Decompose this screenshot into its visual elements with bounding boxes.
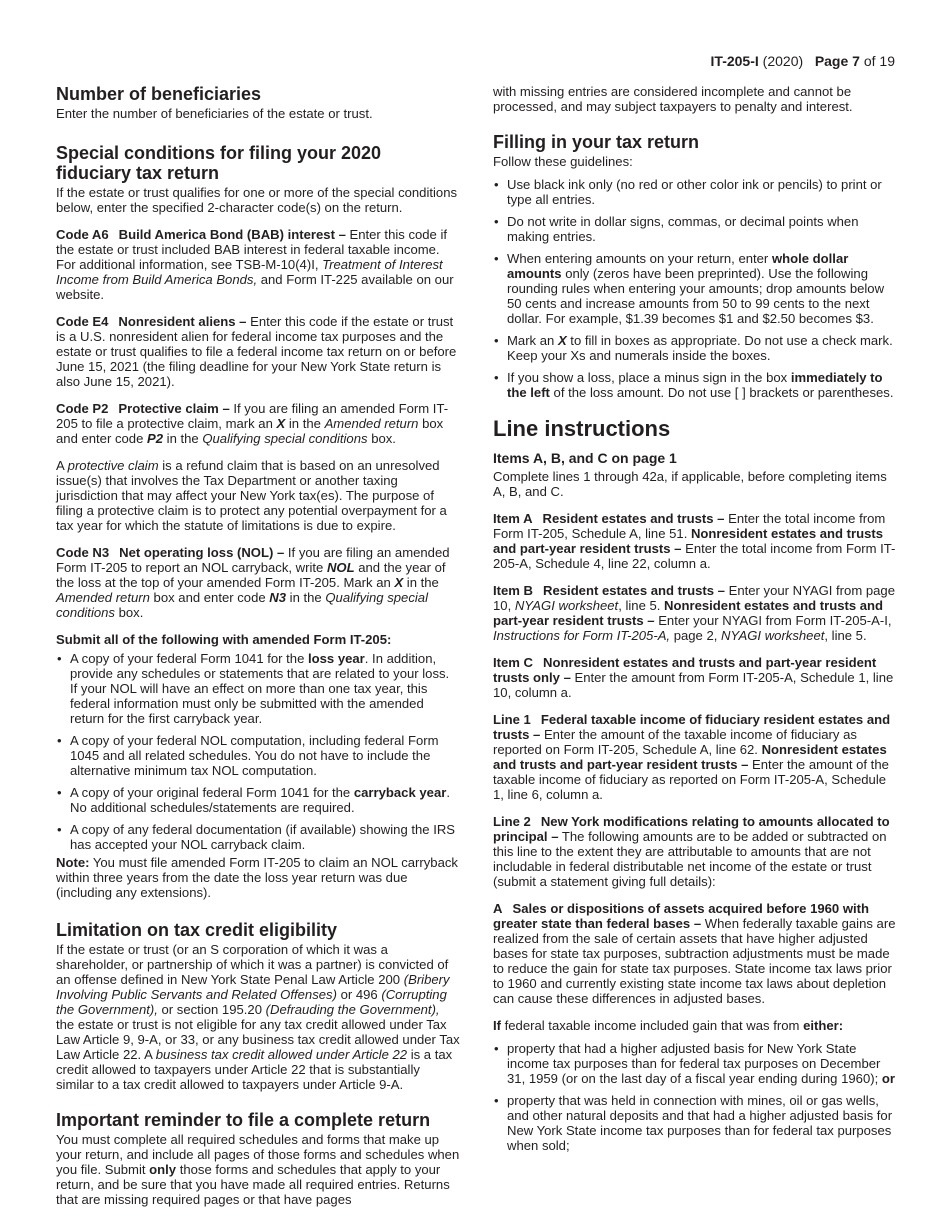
reminder-paragraph — [56, 1132, 460, 1207]
code-a6-text: Enter this code if the estate or trust included BAB interest in federal taxable income. For additional information, see TSB-M-10(4)I, — [56, 227, 448, 272]
note-label: Note: — [56, 855, 90, 870]
item-c-paragraph — [493, 655, 897, 700]
limitation-italic-4: business tax credit allowed under Article 22 — [155, 1047, 408, 1062]
limitation-italic-2: (Corrupting the Government), — [56, 987, 447, 1017]
line-instructions-heading: Line instructions — [493, 416, 671, 441]
if-either: either: — [803, 1018, 844, 1033]
line-a-label: A — [493, 901, 503, 916]
protective-text-2: is a refund claim that is based on an unresolved issue(s) that involves the Tax Department or another taxing jurisdiction that may affect your New York tax(es). The purpose of filing a protective claim is to protect any potential overpayment for a tax year for which the statute of limitations is due to expire. — [56, 458, 447, 533]
code-p2-x: X — [276, 416, 286, 431]
code-p2-text-5: box. — [367, 431, 396, 446]
item-a-text-2: Enter the total income from Form IT-205-A, Schedule 4, line 22, column a. — [493, 541, 896, 571]
limitation-paragraph — [56, 942, 460, 1092]
guidelines-list — [493, 177, 897, 400]
beneficiaries-text: Enter the number of beneficiaries of the estate or trust. — [56, 106, 373, 121]
limitation-italic-3: (Defrauding the Government), — [265, 1002, 440, 1017]
item-a-paragraph — [493, 511, 897, 571]
item-b-italic-1: NYAGI worksheet — [514, 598, 619, 613]
code-a6-label: Code A6 — [56, 227, 109, 242]
note-paragraph — [56, 855, 460, 900]
limitation-italic-1: (Bribery Involving Public Servants and Related Offenses) — [56, 972, 450, 1002]
list-item — [56, 651, 460, 726]
code-e4-label: Code E4 — [56, 314, 109, 329]
limitation-heading: Limitation on tax credit eligibility — [56, 920, 338, 940]
reminder-heading: Important reminder to file a complete return — [56, 1110, 431, 1130]
submit-list — [56, 651, 460, 852]
protective-text-1: A — [56, 458, 68, 473]
property-2-text: property that was held in connection with mines, oil or gas wells, and other natural deposits and that had a higher adjusted basis for New York State income tax purposes than for federal tax purposes when sold; — [507, 1093, 893, 1153]
guideline-5-text: If you show a loss, place a minus sign in the box — [507, 370, 791, 385]
bullet-1-text-2: . In addition, provide any schedules or statements that are related to your loss. If your NOL will have an effect on more than one tax year, this federal information must only be submitted with the amended return for the first carryback year. — [70, 651, 450, 726]
code-n3-text-5: in the — [286, 590, 326, 605]
items-heading: Items A, B, and C on page 1 — [493, 450, 677, 466]
code-p2-text-4: in the — [163, 431, 203, 446]
list-item — [493, 251, 897, 326]
line-1-label: Line 1 — [493, 712, 531, 727]
property-1-text: property that had a higher adjusted basis for New York State income tax purposes than for federal tax purposes on December 31, 1959 (or on the last day of a fiscal year ending during 1960); — [507, 1041, 882, 1086]
property-1-or: or — [881, 1071, 895, 1086]
guideline-3-bold: whole dollar amounts — [507, 251, 849, 281]
list-item — [56, 733, 460, 778]
limitation-text-4: the estate or trust is not eligible for any tax credit allowed under Tax Law Article 9, 9-A, or 33, or any business tax credit allowed under Tax Law Article 22. A — [56, 1017, 460, 1062]
limitation-text-1: If the estate or trust (or an S corporation of which it was a shareholder, or partnership of which it was a partner) is convicted of an offense defined in New York State Penal Law Article 200 — [56, 942, 449, 987]
code-n3-text-4: box and enter code — [149, 590, 270, 605]
item-a-heading-2: Nonresident estates and trusts and part-year resident trusts – — [493, 526, 884, 556]
if-bold: If — [493, 1018, 501, 1033]
limitation-text-5: is a tax credit allowed to taxpayers under Article 22 that is substantially similar to a tax credit allowed to taxpayers under Article 9-A. — [56, 1047, 453, 1092]
item-b-text-2: , line 5. — [618, 598, 665, 613]
code-e4-name: Nonresident aliens – — [118, 314, 247, 329]
code-a6-paragraph — [56, 227, 460, 302]
line-a-heading: Sales or dispositions of assets acquired before 1960 with greater state than federal bases – — [493, 901, 870, 931]
protective-term: protective claim — [67, 458, 159, 473]
code-n3-paragraph — [56, 545, 460, 620]
special-conditions-intro: If the estate or trust qualifies for one or more of the special conditions below, enter the specified 2-character code(s) on the return. — [56, 185, 458, 215]
code-p2-label: Code P2 — [56, 401, 109, 416]
code-p2-text-3: box and enter code — [56, 416, 444, 446]
code-a6-name: Build America Bond (BAB) interest – — [118, 227, 346, 242]
bullet-1-bold: loss year — [308, 651, 365, 666]
bullet-2-text: A copy of your federal NOL computation, including federal Form 1045 and all related schedules. You do not have to include the alternative minimum tax NOL computation. — [70, 733, 439, 778]
item-a-text-1: Enter the total income from Form IT-205, Schedule A, line 51. — [493, 511, 886, 541]
code-a6-publication: Treatment of Interest Income from Build America Bonds, — [56, 257, 443, 287]
page-label: Page — [814, 53, 849, 69]
page-of: of 19 — [863, 53, 895, 69]
guideline-1: Use black ink only (no red or other color ink or pencils) to print or type all entries. — [507, 177, 882, 207]
code-p2-name: Protective claim – — [118, 401, 230, 416]
form-year: (2020) — [762, 53, 804, 69]
code-n3-text-2: and the year of the loss at the top of your amended Form IT-205. Mark an — [56, 560, 446, 590]
limitation-text-3: or section 195.20 — [157, 1002, 266, 1017]
guideline-2: Do not write in dollar signs, commas, or decimal points when making entries. — [507, 214, 859, 244]
list-item — [493, 1041, 897, 1086]
list-item — [56, 822, 460, 852]
item-c-heading: Nonresident estates and trusts and part-year resident trusts only – — [493, 655, 877, 685]
line-1-heading-2: Nonresident estates and trusts and part-year resident trusts – — [493, 742, 887, 772]
guideline-4-text: Mark an — [507, 333, 558, 348]
list-item — [493, 177, 897, 207]
reminder-text-2: those forms and schedules that apply to your return, and be sure that you have made all required entries. Returns that are missing required pages or that have pages — [56, 1162, 450, 1207]
limitation-text-2: or 496 — [336, 987, 382, 1002]
item-c-text: Enter the amount from Form IT-205-A, Schedule 1, line 10, column a. — [493, 670, 894, 700]
item-b-italic-2: Instructions for Form IT-205-A, — [493, 628, 671, 643]
list-item — [56, 785, 460, 815]
code-p2-paragraph — [56, 401, 460, 446]
special-conditions-heading: Special conditions for filing your 2020 fiduciary tax return — [56, 143, 382, 183]
list-item — [493, 214, 897, 244]
item-b-italic-3: NYAGI worksheet — [721, 628, 825, 643]
item-b-heading-2: Nonresident estates and trusts and part-year resident trusts – — [493, 598, 884, 628]
right-column — [493, 84, 897, 1160]
item-b-heading-1: Resident estates and trusts – — [543, 583, 725, 598]
page-number: 7 — [852, 53, 860, 69]
bullet-4-text: A copy of any federal documentation (if available) showing the IRS has accepted your NOL carryback claim. — [70, 822, 456, 852]
guideline-4-text-2: to fill in boxes as appropriate. Do not use a check mark. Keep your Xs and numerals inside the boxes. — [507, 333, 893, 363]
if-paragraph — [493, 1018, 897, 1033]
code-n3-label: Code N3 — [56, 545, 110, 560]
guideline-4-x: X — [557, 333, 567, 348]
note-text: You must file amended Form IT-205 to claim an NOL carryback within three years from the date the loss year return was due (including any extensions). — [56, 855, 458, 900]
submit-heading: Submit all of the following with amended Form IT-205: — [56, 632, 392, 647]
item-b-text-5: , line 5. — [824, 628, 867, 643]
guideline-5-bold: immediately to the left — [507, 370, 883, 400]
line-2-label: Line 2 — [493, 814, 531, 829]
item-b-label: Item B — [493, 583, 534, 598]
filling-intro: Follow these guidelines: — [493, 154, 633, 169]
item-b-text-1: Enter your NYAGI from page 10, — [493, 583, 895, 613]
line-a-paragraph — [493, 901, 897, 1006]
reminder-text-1: You must complete all required schedules and forms that make up your return, and include all pages of those forms and schedules when you file. Submit — [56, 1132, 460, 1177]
code-n3-qualifying-box: Qualifying special conditions — [56, 590, 428, 620]
item-c-label: Item C — [493, 655, 534, 670]
left-column — [56, 84, 460, 1219]
code-e4-paragraph — [56, 314, 460, 389]
line-2-paragraph — [493, 814, 897, 889]
line-2-heading: New York modifications relating to amounts allocated to principal – — [493, 814, 890, 844]
list-item — [493, 1093, 897, 1153]
code-p2-code: P2 — [147, 431, 164, 446]
bullet-3-bold: carryback year — [353, 785, 447, 800]
items-intro: Complete lines 1 through 42a, if applicable, before completing items A, B, and C. — [493, 469, 887, 499]
item-b-text-4: page 2, — [670, 628, 722, 643]
code-a6-text-end: and Form IT-225 available on our website. — [56, 272, 454, 302]
guideline-5-text-2: of the loss amount. Do not use [ ] brackets or parentheses. — [549, 385, 894, 400]
code-n3-x: X — [394, 575, 404, 590]
code-n3-name: Net operating loss (NOL) – — [119, 545, 285, 560]
code-p2-text-2: in the — [285, 416, 325, 431]
item-b-paragraph — [493, 583, 897, 643]
code-p2-amended-return: Amended return — [324, 416, 419, 431]
code-n3-text-3: in the — [403, 575, 439, 590]
line-1-paragraph — [493, 712, 897, 802]
code-p2-qualifying-box: Qualifying special conditions — [202, 431, 368, 446]
guideline-3-text: When entering amounts on your return, enter — [507, 251, 772, 266]
code-p2-text: If you are filing an amended Form IT-205 to file a protective claim, mark an — [56, 401, 449, 431]
line-a-text: When federally taxable gains are realized from the sale of certain assets that have higher adjusted bases for state tax purposes, subtraction adjustments must be made to reduce the gain for state tax purposes. State income tax laws prior to 1960 and currently existing state income tax laws about depletion can cause these differences in adjusted bases. — [493, 916, 896, 1006]
page-header — [711, 52, 895, 70]
if-text: federal taxable income included gain that was from — [501, 1018, 804, 1033]
list-item — [493, 333, 897, 363]
code-n3-nol: NOL — [326, 560, 355, 575]
list-item — [493, 370, 897, 400]
protective-claim-paragraph — [56, 458, 460, 533]
property-list — [493, 1041, 897, 1153]
code-e4-text: Enter this code if the estate or trust is a U.S. nonresident alien for federal income tax purposes and the estate or trust qualifies to file a federal income tax return on or before June 15, 2021 (the filing deadline for your New York State return is also June 15, 2021). — [56, 314, 457, 389]
bullet-3-text-2: . No additional schedules/statements are required. — [70, 785, 450, 815]
line-1-text-1: Enter the amount of the taxable income of fiduciary as reported on Form IT-205, Schedule A, line 62. — [493, 727, 857, 757]
item-a-heading-1: Resident estates and trusts – — [542, 511, 725, 526]
line-2-text: The following amounts are to be added or subtracted on this line to the extent they are attributable to amounts that are not includable in federal distributable net income of the estate or trust (submit a statement giving full details): — [493, 829, 887, 889]
code-n3-text: If you are filing an amended Form IT-205 to report an NOL carryback, write — [56, 545, 450, 575]
line-1-heading-1: Federal taxable income of fiduciary resident estates and trusts – — [493, 712, 891, 742]
line-1-text-2: Enter the amount of the taxable income of fiduciary as reported on Form IT-205-A, Schedule 1, line 6, column a. — [493, 757, 889, 802]
code-n3-text-6: box. — [114, 605, 144, 620]
bullet-3-text: A copy of your original federal Form 1041 for the — [70, 785, 354, 800]
code-n3-amended-return: Amended return — [56, 590, 150, 605]
item-a-label: Item A — [493, 511, 533, 526]
code-n3-code: N3 — [269, 590, 287, 605]
reminder-bold: only — [149, 1162, 177, 1177]
filling-heading: Filling in your tax return — [493, 132, 700, 152]
beneficiaries-heading: Number of beneficiaries — [56, 84, 262, 104]
form-id: IT-205-I — [710, 53, 759, 69]
continuation-paragraph: with missing entries are considered incomplete and cannot be processed, and may subject taxpayers to penalty and interest. — [493, 84, 853, 114]
item-b-text-3: Enter your NYAGI from Form IT-205-A-I, — [654, 613, 892, 628]
bullet-1-text: A copy of your federal Form 1041 for the — [70, 651, 308, 666]
guideline-3-text-2: only (zeros have been preprinted). Use the following rounding rules when entering your amounts; drop amounts below 50 cents and increase amounts from 50 to 99 cents to the next dollar. For example, $1.39 becomes $1 and $2.50 becomes $3. — [507, 266, 885, 326]
